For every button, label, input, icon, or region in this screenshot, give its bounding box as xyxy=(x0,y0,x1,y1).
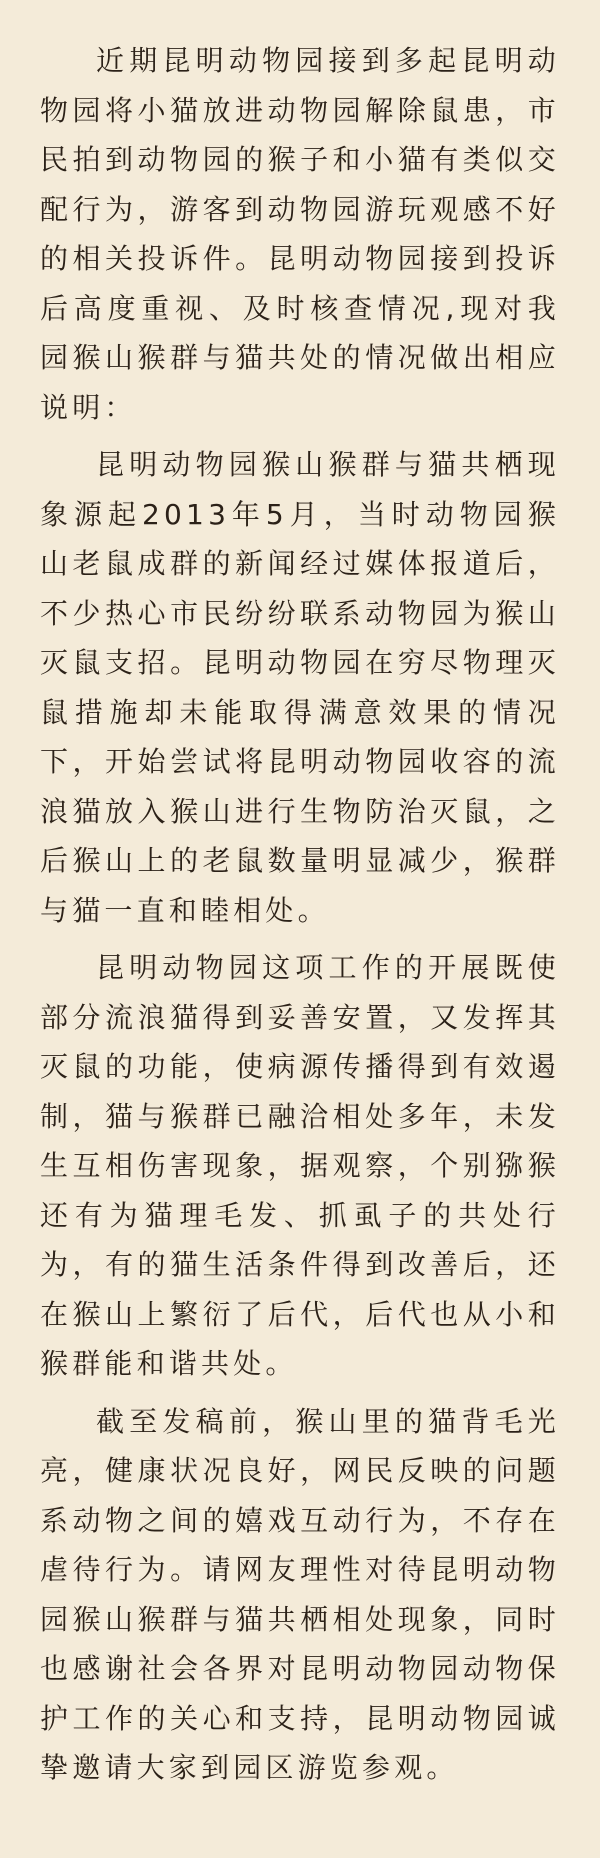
article-paragraph-1: 近期昆明动物园接到多起昆明动物园将小猫放进动物园解除鼠患，市民拍到动物园的猴子和小猫有类似交配行为，游客到动物园游玩观感不好的相关投诉件。昆明动物园接到投诉后高度重视、及时核查情况,现对我园猴山猴群与猫共处的情况做出相应说明： xyxy=(40,44,560,424)
article-paragraph-4: 截至发稿前，猴山里的猫背毛光亮，健康状况良好，网民反映的问题系动物之间的嬉戏互动行为，不存在虐待行为。请网友理性对待昆明动物园猴山猴群与猫共栖相处现象，同时也感谢社会各界对昆明动物园动物保护工作的关心和支持，昆明动物园诚挚邀请大家到园区游览参观。 xyxy=(40,1404,560,1784)
article-paragraph-3: 昆明动物园这项工作的开展既使部分流浪猫得到妥善安置，又发挥其灭鼠的功能，使病源传播得到有效遏制，猫与猴群已融洽相处多年，未发生互相伤害现象，据观察，个别猕猴还有为猫理毛发、抓虱子的共处行为，有的猫生活条件得到改善后，还在猴山上繁衍了后代，后代也从小和猴群能和谐共处。 xyxy=(40,951,560,1380)
article-paragraph-2: 昆明动物园猴山猴群与猫共栖现象源起2013年5月，当时动物园猴山老鼠成群的新闻经过媒体报道后，不少热心市民纷纷联系动物园为猴山灭鼠支招。昆明动物园在穷尽物理灭鼠措施却未能取得满意效果的情况下，开始尝试将昆明动物园收容的流浪猫放入猴山进行生物防治灭鼠，之后猴山上的老鼠数量明显减少，猴群与猫一直和睦相处。 xyxy=(40,448,560,927)
